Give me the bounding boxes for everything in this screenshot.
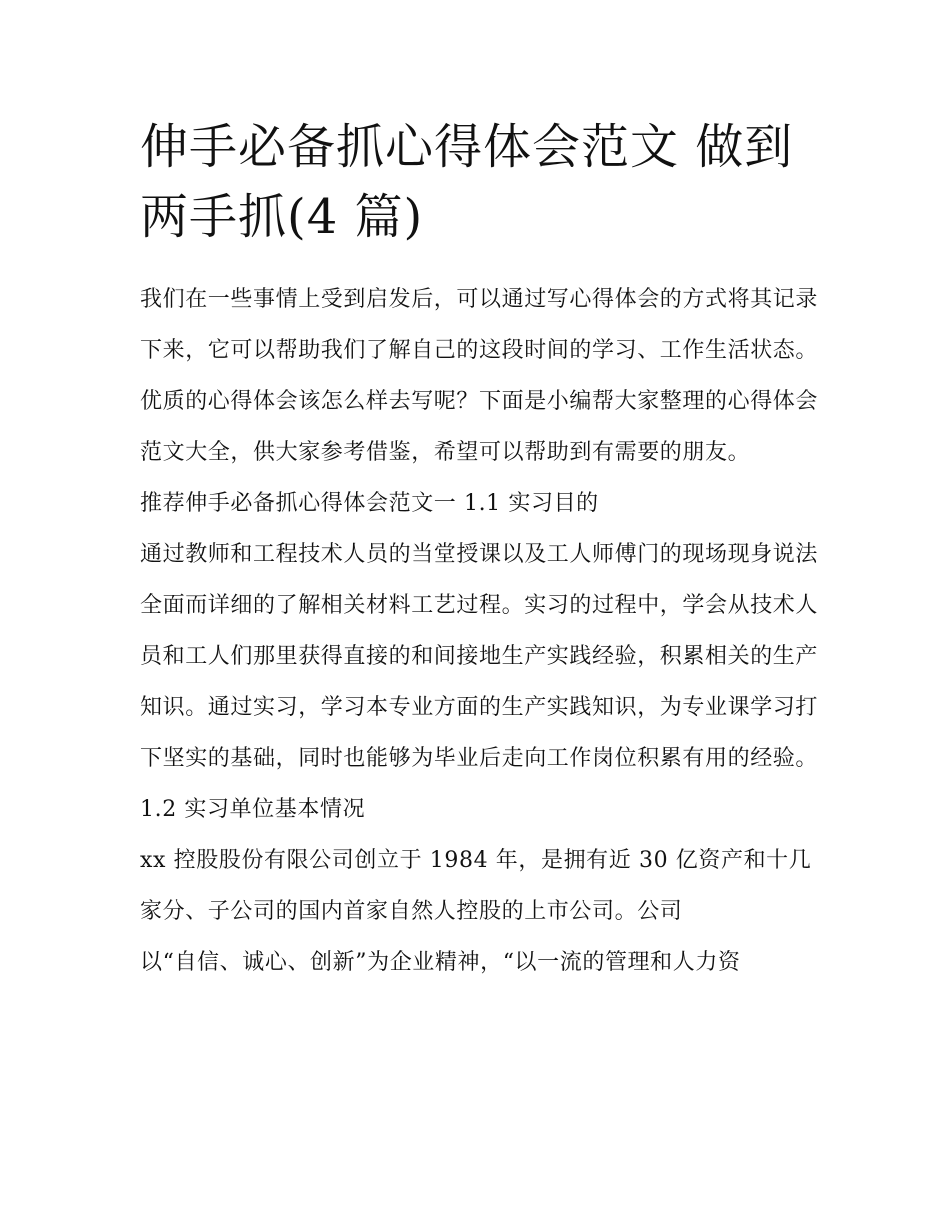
body-paragraph-company-spirit: 以“自信、诚心、创新”为企业精神，“以一流的管理和人力资: [140, 950, 741, 975]
document-page: [140, 112, 820, 988]
document-title: [140, 112, 820, 252]
section-heading-1-1: 推荐伸手必备抓心得体会范文一 1.1 实习目的: [140, 491, 599, 516]
document-title-line-2: 两手抓(4 篇): [140, 189, 424, 245]
intro-paragraph: 我们在一些事情上受到启发后，可以通过写心得体会的方式将其记录下来，它可以帮助我们了解自己的这段时间的学习、工作生活状态。优质的心得体会该怎么样去写呢？下面是小编帮大家整理的心得体会范文大全，供大家参考借鉴，希望可以帮助到有需要的朋友。: [140, 287, 819, 465]
body-paragraph-internship-goal: 通过教师和工程技术人员的当堂授课以及工人师傅门的现场现身说法全面而详细的了解相关材料工艺过程。实习的过程中，学会从技术人员和工人们那里获得直接的和间接地生产实践经验，积累相关的生产知识。通过实习，学习本专业方面的生产实践知识，为专业课学习打下坚实的基础，同时也能够为毕业后走向工作岗位积累有用的经验。: [140, 542, 819, 771]
document-title-line-1: 伸手必备抓心得体会范文 做到: [140, 119, 794, 175]
section-heading-1-2: 1.2 实习单位基本情况: [140, 797, 366, 822]
body-paragraph-company-info: xx 控股股份有限公司创立于 1984 年，是拥有近 30 亿资产和十几家分、子公司的国内首家自然人控股的上市公司。公司: [140, 848, 812, 924]
